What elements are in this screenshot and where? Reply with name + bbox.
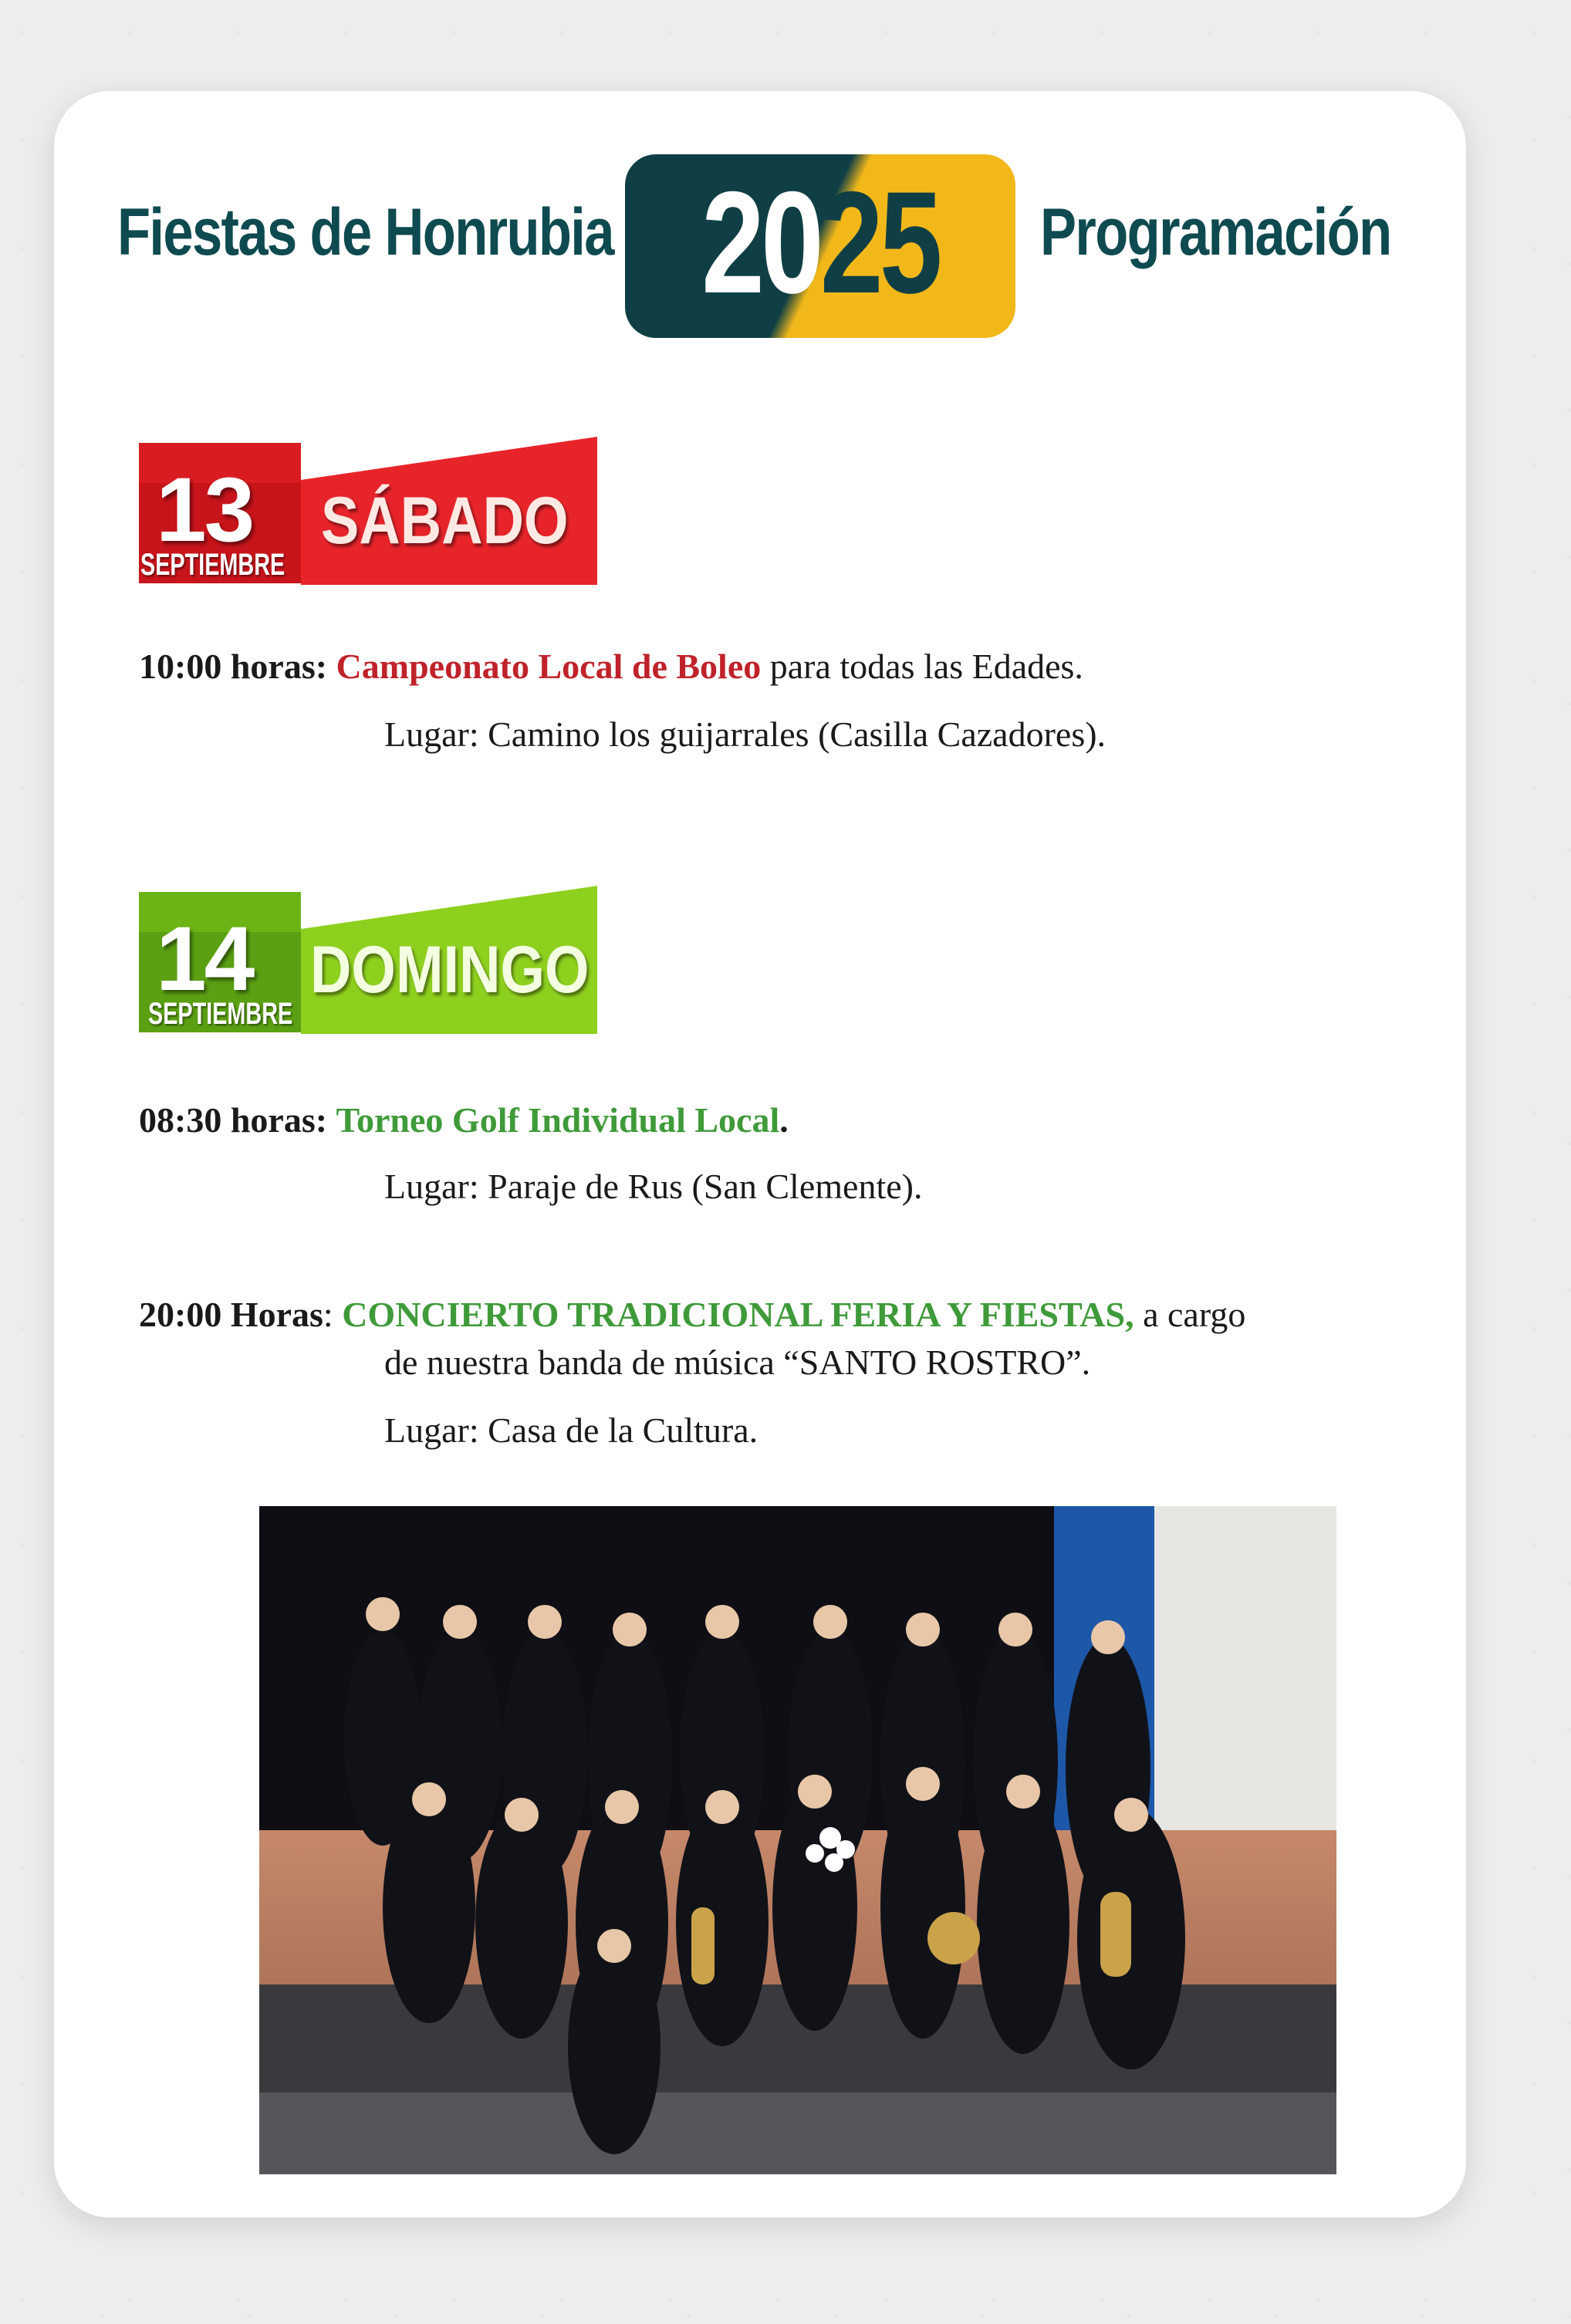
header-left-title: Fiestas de Honrubia [117, 195, 613, 269]
event-description: para todas las Edades. [761, 647, 1083, 686]
band-photo [259, 1506, 1336, 2174]
event-separator: : [323, 1295, 343, 1334]
event-place: Lugar: Casa de la Cultura. [384, 1410, 758, 1450]
day-month: SEPTIEMBRE [140, 548, 285, 582]
event-time: 10:00 horas: [139, 647, 328, 686]
day-weekday: SÁBADO [321, 484, 569, 558]
year-digits-second: 25 [820, 161, 939, 323]
event-place: Lugar: Camino los guijarrales (Casilla Cazadores). [384, 714, 1106, 754]
event-description: . [779, 1100, 789, 1140]
event-title: Campeonato Local de Boleo [336, 647, 762, 686]
event-place: Lugar: Paraje de Rus (San Clemente). [384, 1167, 923, 1206]
day-weekday: DOMINGO [310, 933, 590, 1007]
event-concert-line [139, 1292, 1245, 1338]
event-description: a cargo [1133, 1295, 1246, 1334]
event-time: 08:30 horas: [139, 1100, 328, 1140]
event-title: CONCIERTO TRADICIONAL FERIA Y FIESTAS, [342, 1295, 1134, 1334]
event-time: 20:00 Horas [139, 1295, 323, 1334]
event-boleo-line [139, 643, 1083, 690]
event-golf-line [139, 1097, 789, 1143]
day-banner-saturday [139, 437, 597, 591]
event-continuation: de nuestra banda de música “SANTO ROSTRO”. [384, 1343, 1091, 1382]
year-digits-first: 20 [701, 161, 820, 323]
day-number: 13 [156, 459, 253, 561]
header-right-title: Programación [1040, 195, 1391, 269]
year-badge [625, 154, 1015, 338]
event-title: Torneo Golf Individual Local [336, 1100, 780, 1140]
day-banner-sunday [139, 886, 597, 1040]
day-month: SEPTIEMBRE [148, 997, 293, 1031]
day-number: 14 [156, 908, 253, 1010]
band-photo-illustration [259, 1506, 1336, 2174]
